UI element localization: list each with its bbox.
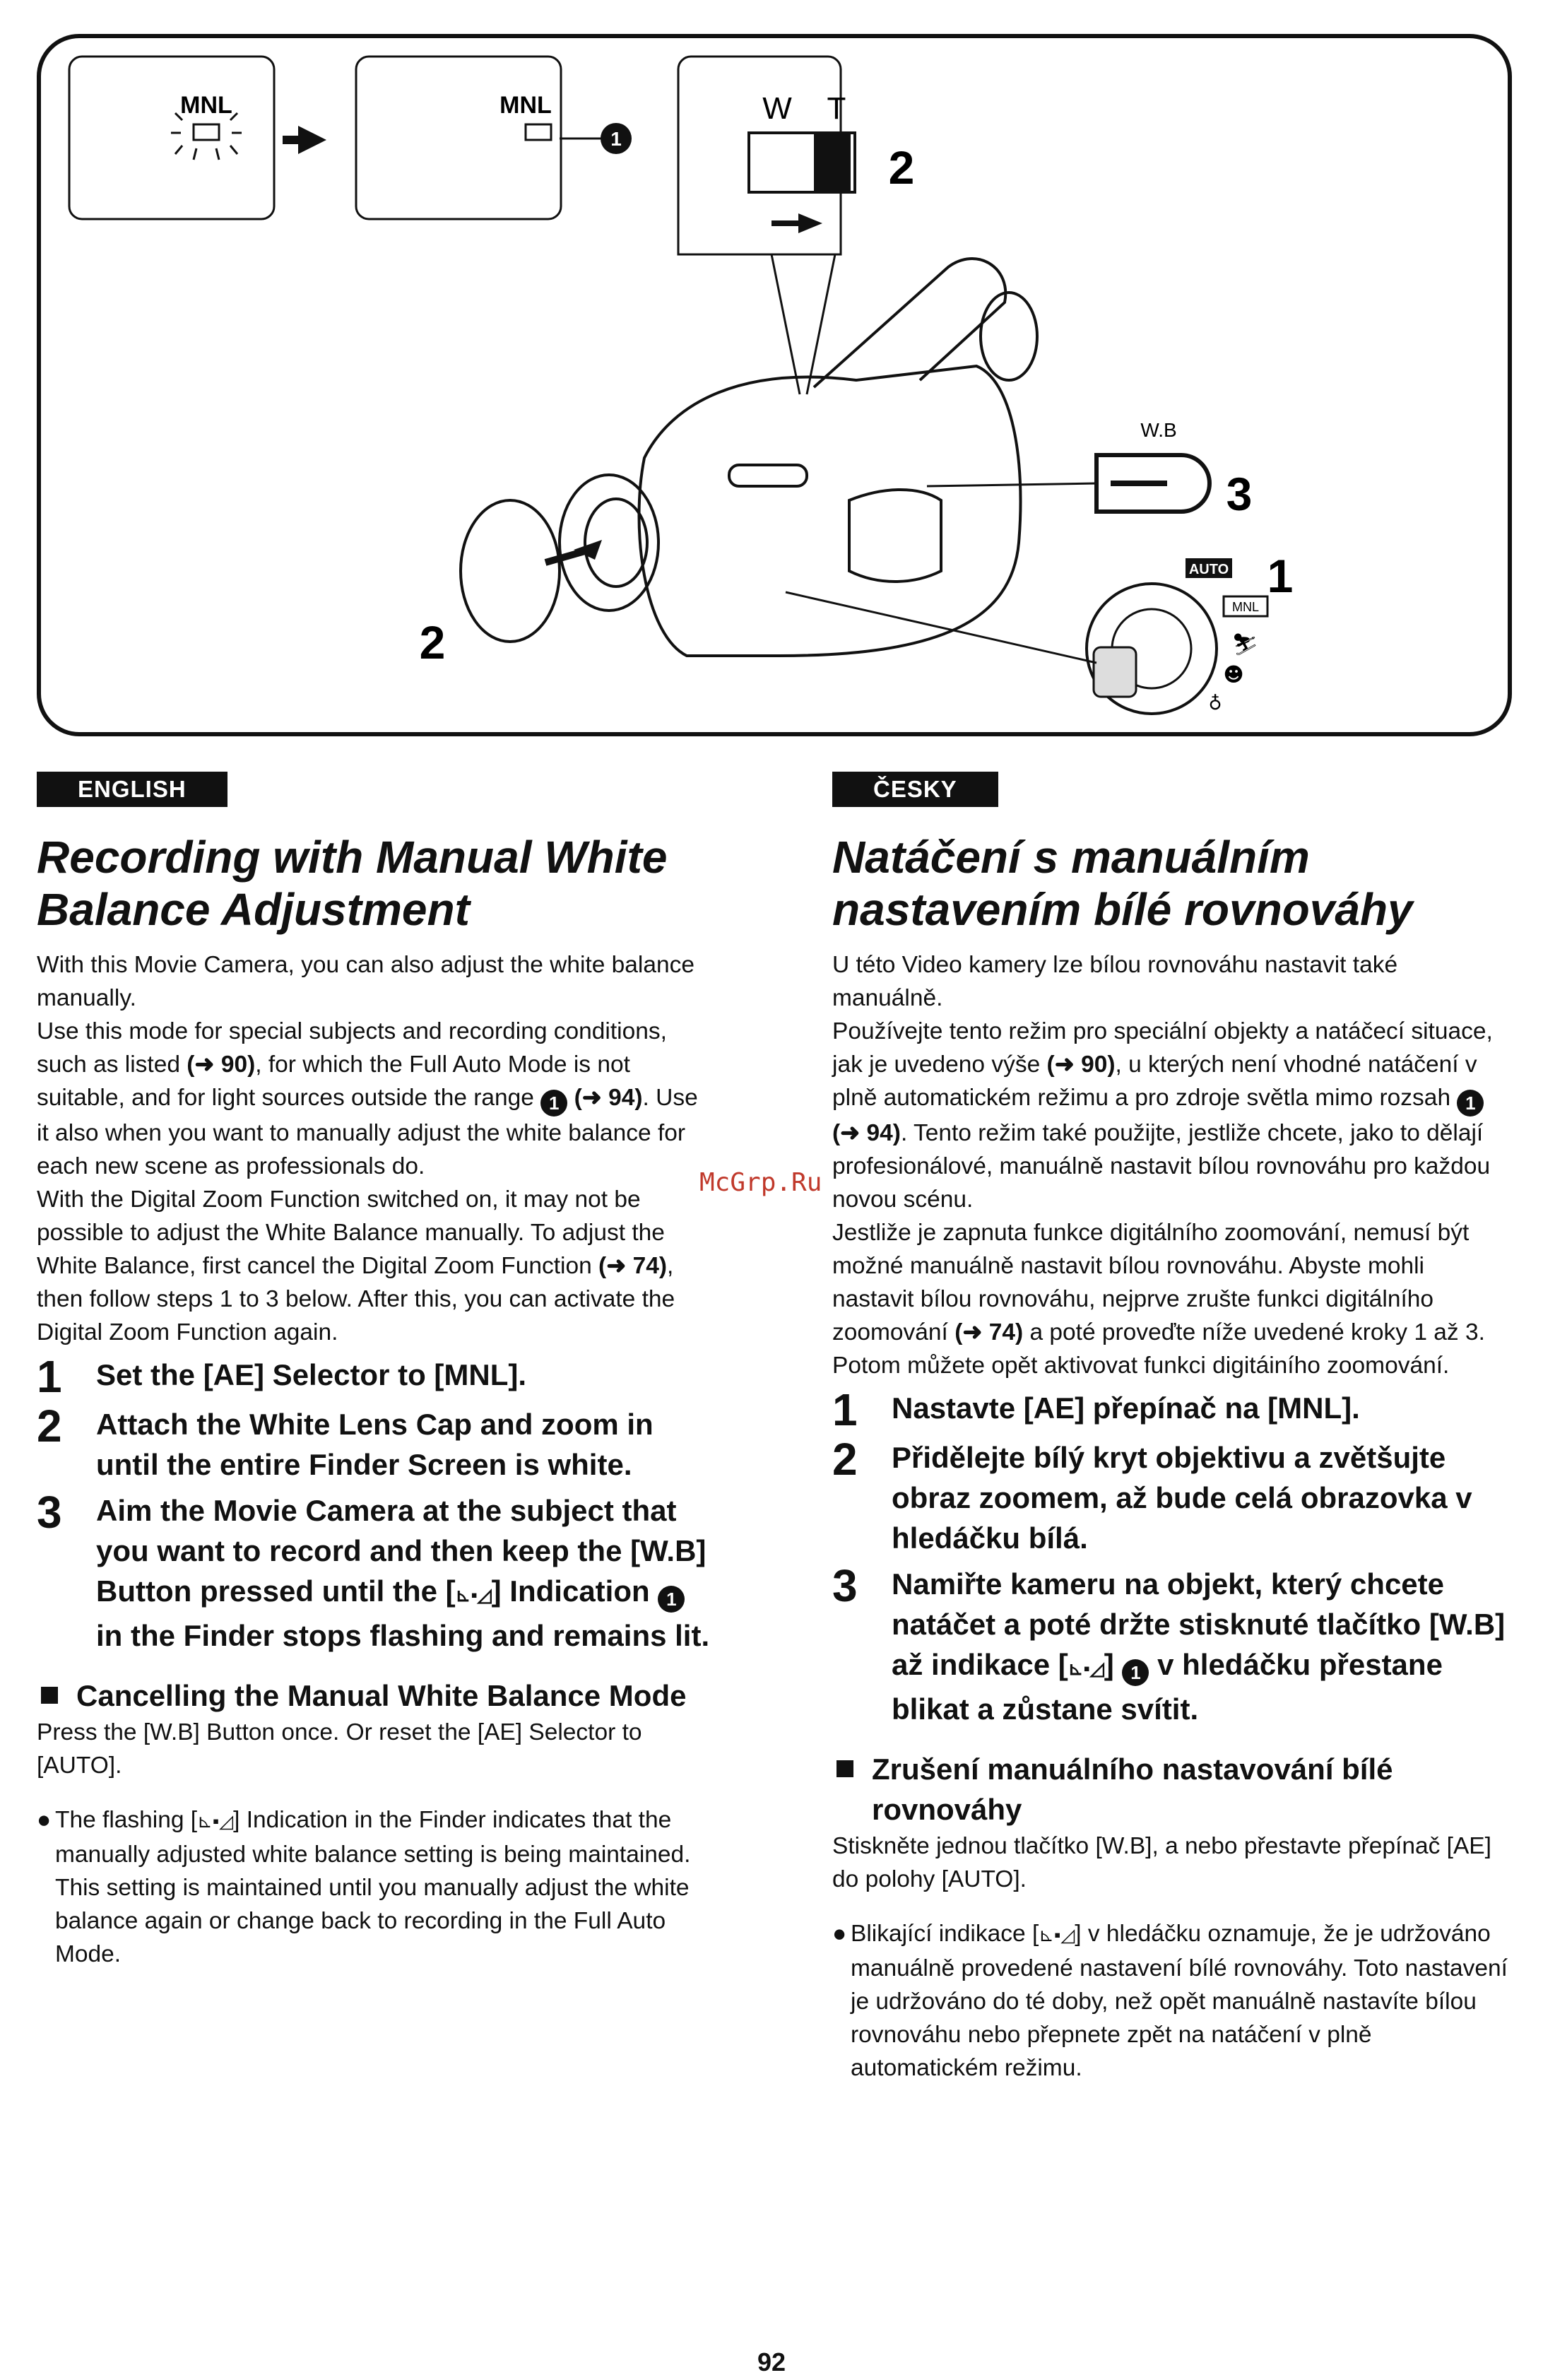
wb-indicator-icon: ⊾▪◿ <box>455 1584 492 1606</box>
square-bullet-icon <box>836 1760 853 1777</box>
intro-paragraph-b: Use this mode for special subjects and recording conditions, such as listed (➜ 90), for which the Full Auto Mode is not suitable, and for light sources outside the range 1 (➜ 94). Use it also when you want to manually adjust the white balance for each new scene as professionals do. <box>37 1018 698 1179</box>
arrow-stem <box>283 136 301 144</box>
ref-94: (➜ 94) <box>832 1120 901 1146</box>
camera-illustration <box>37 34 1512 736</box>
cancel-heading: Cancelling the Manual White Balance Mode <box>37 1675 715 1716</box>
finder-box-flashing <box>69 57 274 219</box>
finder-right-label: MNL <box>499 92 552 119</box>
callout-1-label: 1 <box>610 128 622 150</box>
step-1: 1 Nastavte [AE] přepínač na [MNL]. <box>832 1384 1360 1435</box>
wb-leader-line <box>927 483 1096 486</box>
cancel-text: Press the [W.B] Button once. Or reset the [AE] Selector to [AUTO]. <box>37 1719 642 1779</box>
intro-paragraph-a: U této Video kamery lze bílou rovnováhu nastavit také manuálně. <box>832 952 1398 1011</box>
intro-paragraph-c: Jestliže je zapnuta funkce digitálního zoomování, nemusí být možné manuálně nastavit bílou rovnováhu. Abyste mohli nastavit bílou rovnováhu, nejprve zrušte funkci digitálního zoomování (➜ 74) a poté proveďte níže uvedené kroky 1 až 3. Potom můžete opět aktivovat funkci digitáiního zoomování. <box>832 1220 1485 1379</box>
lowlight-mode-icon: ♁ <box>1208 693 1222 714</box>
note: ● The flashing [⊾▪◿] Indication in the Finder indicates that the manually adjusted white balance setting is being maintained. This setting is maintained until you manually adjust the white balance again or change back to recording in the Full Auto Mode. <box>37 1803 715 1971</box>
dial-grip <box>1094 647 1136 697</box>
wb-indicator-icon: ⊾▪◿ <box>197 1810 234 1832</box>
dial-auto-label: AUTO <box>1188 562 1229 577</box>
circled-1-icon: 1 <box>540 1090 567 1117</box>
finder-left-label: MNL <box>180 92 232 119</box>
step-1-label: 1 <box>1267 550 1294 602</box>
leader-line-a <box>772 254 800 394</box>
sports-mode-icon: ⛷ <box>1231 632 1259 657</box>
circled-1-icon: 1 <box>1457 1090 1484 1117</box>
wb-indicator-icon: ⊾▪◿ <box>1068 1658 1104 1679</box>
language-tag-czech: ČESKY <box>832 772 998 807</box>
cancel-heading: Zrušení manuálního nastavování bílé rovnováhy <box>832 1749 1511 1830</box>
page-number: 92 <box>757 2347 786 2376</box>
step-2-label-bottom: 2 <box>419 616 446 668</box>
step-3-label: 3 <box>1226 468 1253 520</box>
step-2: 2 Attach the White Lens Cap and zoom in until the entire Finder Screen is white. <box>37 1401 654 1481</box>
finder-box-lit <box>356 57 561 219</box>
ref-74: (➜ 74) <box>954 1319 1024 1345</box>
page-title-czech: Natáčení s manuálním nastavením bílé rovnováhy <box>832 832 1413 935</box>
intro-paragraph-a: With this Movie Camera, you can also adjust the white balance manually. <box>37 952 695 1011</box>
wb-indicator-icon: ⊾▪◿ <box>1039 1924 1075 1945</box>
arrow-right-icon <box>298 126 326 154</box>
zoom-lever-knob <box>814 133 851 192</box>
english-column <box>37 772 715 1971</box>
wb-icon <box>526 124 551 140</box>
zoom-t-label: T <box>827 91 846 126</box>
square-bullet-icon <box>41 1687 58 1704</box>
step-3: 3 Namiřte kameru na objekt, který chcete natáčet a poté držte stisknuté tlačítko [W.B] až indikace [⊾▪◿] 1 v hledáčku přestane blikat a zůstane svítit. <box>832 1560 1506 1726</box>
page-title-english: Recording with Manual White Balance Adjustment <box>37 832 668 935</box>
circled-1-icon: 1 <box>658 1586 685 1613</box>
ref-94: (➜ 94) <box>574 1085 643 1111</box>
zoom-arrow-icon <box>798 213 822 233</box>
ref-74: (➜ 74) <box>598 1253 667 1279</box>
step-2: 2 Přidělejte bílý kryt objektivu a zvětšujte obraz zoomem, až bude celá obrazovka v hledáčku bílá. <box>832 1434 1472 1555</box>
intro-paragraph-b: Používejte tento režim pro speciální objekty a natáčecí situace, jak je uvedeno výše (➜ 90), u kterých není vhodné natáčení v plně automatickém režimu a pro zdroje světla mimo rozsah 1 (➜ 94). Tento režim také použijte, jestliže chcete, jako to dělají profesionálové, manuálně nastavit bílou rovnováhu pro každou novou scénu. <box>832 1018 1493 1213</box>
step-2-label-top: 2 <box>888 141 915 194</box>
cancel-text: Stiskněte jednou tlačítko [W.B], a nebo přestavte přepínač [AE] do polohy [AUTO]. <box>832 1833 1491 1892</box>
portrait-mode-icon: ☻ <box>1223 663 1244 686</box>
language-tag-english: ENGLISH <box>37 772 227 807</box>
dial-mnl-label: MNL <box>1231 600 1260 614</box>
camera-body <box>461 259 1037 656</box>
step-1: 1 Set the [AE] Selector to [MNL]. <box>37 1351 527 1402</box>
czech-column <box>832 772 1511 2085</box>
circled-1-icon: 1 <box>1122 1659 1149 1686</box>
dial-leader-line <box>786 592 1096 663</box>
intro-paragraph-c: With the Digital Zoom Function switched on, it may not be possible to adjust the White Balance manually. To adjust the White Balance, first cancel the Digital Zoom Function (➜ 74), then follow steps 1 to 3 below. After this, you can activate the Digital Zoom Function again. <box>37 1186 675 1345</box>
note: ● Blikající indikace [⊾▪◿] v hledáčku oznamuje, že je udržováno manuálně provedené nastavení bílé rovnováhy. Toto nastavení je udržováno do té doby, než opět manuálně nastavíte bílou rovnováhu nebo přepnete zpět na natáčení v plně automatickém režimu. <box>832 1917 1511 2085</box>
zoom-w-label: W <box>762 91 792 126</box>
step-3: 3 Aim the Movie Camera at the subject that you want to record and then keep the [W.B] Button pressed until the [⊾▪◿] Indication 1 in the Finder stops flashing and remains lit. <box>37 1487 710 1652</box>
ref-90: (➜ 90) <box>187 1051 256 1078</box>
wb-button-label: W.B <box>1140 419 1177 441</box>
ref-90: (➜ 90) <box>1046 1051 1116 1078</box>
watermark: McGrp.Ru <box>699 1168 822 1197</box>
wb-flash-icon <box>171 113 242 160</box>
